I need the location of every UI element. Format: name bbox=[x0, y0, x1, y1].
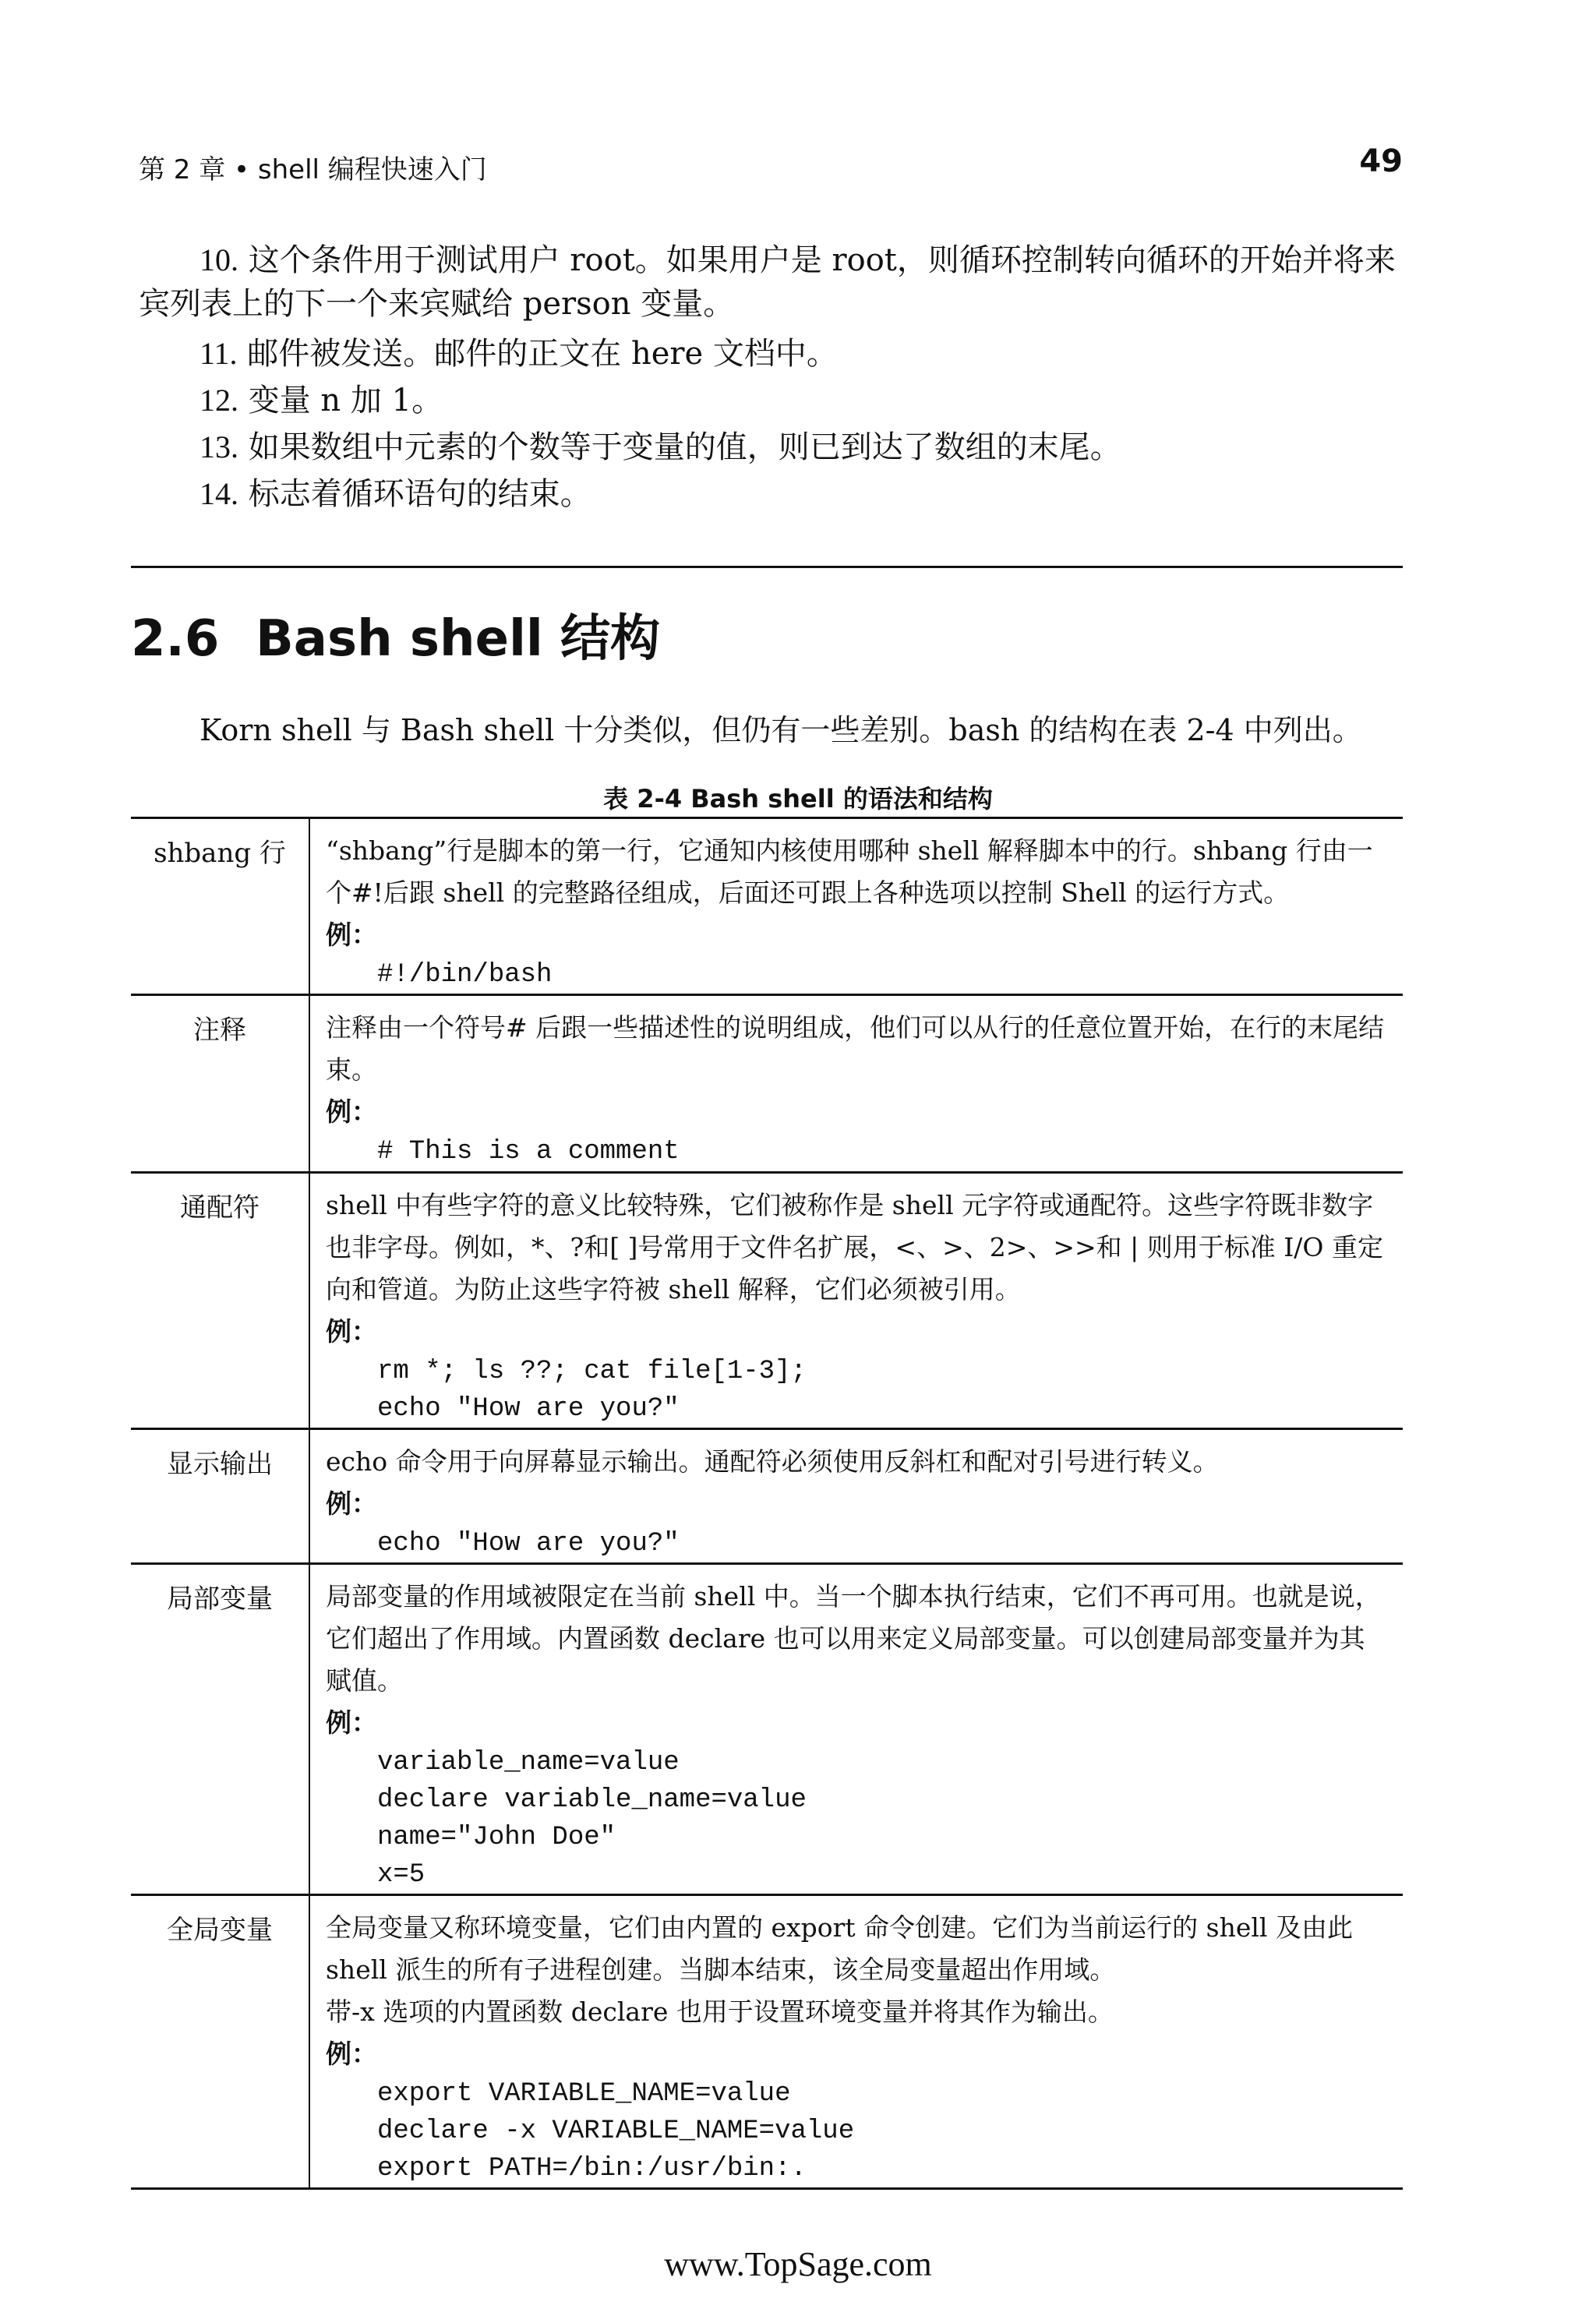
row-description: 注释由一个符号# 后跟一些描述性的说明组成，他们可以从行的任意位置开始，在行的末尾结束。 bbox=[326, 1012, 1385, 1085]
section-title-text: Bash shell 结构 bbox=[256, 610, 661, 668]
list-item bbox=[139, 472, 1462, 516]
page-number: 49 bbox=[1359, 143, 1403, 179]
list-item-text: 标志着循环语句的结束。 bbox=[248, 476, 591, 512]
table-row bbox=[131, 1173, 1403, 1429]
list-item bbox=[139, 379, 1462, 422]
running-header bbox=[139, 143, 1403, 187]
list-item-text: 这个条件用于测试用户 root。如果用户是 root，则循环控制转向循环的开始并将来宾列表上的下一个来宾赋给 person 变量。 bbox=[139, 242, 1396, 322]
list-item-number: 13. bbox=[200, 429, 238, 464]
row-term: 全局变量 bbox=[131, 1895, 309, 2189]
section-intro: Korn shell 与 Bash shell 十分类似，但仍有一些差别。bash 的结构在表 2-4 中列出。 bbox=[200, 713, 1362, 747]
code-line: declare -x VARIABLE_NAME=value bbox=[377, 2117, 855, 2146]
section-divider bbox=[131, 566, 1403, 568]
code-line: export VARIABLE_NAME=value bbox=[377, 2079, 791, 2109]
row-term: shbang 行 bbox=[131, 818, 309, 995]
example-label: 例： bbox=[326, 1707, 377, 1738]
example-label: 例： bbox=[326, 2039, 377, 2069]
example-label: 例： bbox=[326, 1316, 377, 1347]
code-line: export PATH=/bin:/usr/bin:. bbox=[377, 2154, 807, 2184]
list-item-text: 如果数组中元素的个数等于变量的值，则已到达了数组的末尾。 bbox=[248, 429, 1121, 465]
row-term: 局部变量 bbox=[131, 1564, 309, 1895]
chapter-title: 第 2 章 • shell 编程快速入门 bbox=[139, 154, 487, 185]
row-body bbox=[309, 1564, 1403, 1895]
code-line: variable_name=value bbox=[377, 1748, 680, 1778]
table-row bbox=[131, 1429, 1403, 1564]
list-item bbox=[139, 332, 1462, 376]
code-line: echo "How are you?" bbox=[377, 1529, 680, 1559]
row-body bbox=[309, 818, 1403, 995]
code-line: x=5 bbox=[377, 1860, 425, 1890]
list-item bbox=[139, 238, 1401, 326]
section-number: 2.6 bbox=[131, 610, 220, 668]
list-item-number: 14. bbox=[200, 476, 238, 511]
code-line: #!/bin/bash bbox=[377, 960, 553, 990]
footer-url: www.TopSage.com bbox=[664, 2245, 932, 2283]
example-label: 例： bbox=[326, 1488, 377, 1519]
row-body bbox=[309, 1173, 1403, 1429]
list-item-number: 11. bbox=[200, 336, 238, 371]
example-label: 例： bbox=[326, 1096, 377, 1127]
row-description: 局部变量的作用域被限定在当前 shell 中。当一个脚本执行结束，它们不再可用。也就是说，它们超出了作用域。内置函数 declare 也可以用来定义局部变量。可以创建局部变量并为其赋值。 bbox=[326, 1581, 1381, 1696]
list-item bbox=[139, 425, 1462, 469]
code-line: name="John Doe" bbox=[377, 1823, 616, 1852]
code-line: echo "How are you?" bbox=[377, 1394, 680, 1424]
code-line: declare variable_name=value bbox=[377, 1785, 807, 1815]
table-row bbox=[131, 1564, 1403, 1895]
row-body bbox=[309, 1429, 1403, 1564]
row-description: shell 中有些字符的意义比较特殊，它们被称作是 shell 元字符或通配符。这些字符既非数字也非字母。例如，*、?和[ ]号常用于文件名扩展，<、>、2>、>>和 | 则用于标准 I/O 重定向和管道。为防止这些字符被 shell 解释，它们必须被引用。 bbox=[326, 1190, 1383, 1305]
row-description: 带-x 选项的内置函数 declare 也用于设置环境变量并将其作为输出。 bbox=[326, 1996, 1114, 2027]
row-term: 显示输出 bbox=[131, 1429, 309, 1564]
row-term: 注释 bbox=[131, 995, 309, 1173]
example-label: 例： bbox=[326, 920, 377, 950]
table-row bbox=[131, 1895, 1403, 2189]
row-term: 通配符 bbox=[131, 1173, 309, 1429]
table-caption: 表 2-4 Bash shell 的语法和结构 bbox=[603, 784, 993, 814]
row-body bbox=[309, 995, 1403, 1173]
row-description: 全局变量又称环境变量，它们由内置的 export 命令创建。它们为当前运行的 shell 及由此 shell 派生的所有子进程创建。当脚本结束，该全局变量超出作用域。 bbox=[326, 1912, 1353, 1985]
code-line: rm *; ls ??; cat file[1-3]; bbox=[377, 1357, 807, 1386]
table-row bbox=[131, 818, 1403, 995]
row-description: “shbang”行是脚本的第一行，它通知内核使用哪种 shell 解释脚本中的行。shbang 行由一个#!后跟 shell 的完整路径组成，后面还可跟上各种选项以控制 Shell 的运行方式。 bbox=[326, 835, 1373, 908]
section-heading bbox=[131, 598, 660, 670]
table-row bbox=[131, 995, 1403, 1173]
list-item-number: 10. bbox=[200, 242, 238, 277]
list-item-text: 变量 n 加 1。 bbox=[248, 383, 443, 418]
list-item-number: 12. bbox=[200, 383, 238, 418]
row-body bbox=[309, 1895, 1403, 2189]
row-description: echo 命令用于向屏幕显示输出。通配符必须使用反斜杠和配对引号进行转义。 bbox=[326, 1446, 1219, 1477]
list-item-text: 邮件被发送。邮件的正文在 here 文档中。 bbox=[247, 336, 838, 372]
code-line: # This is a comment bbox=[377, 1137, 680, 1167]
bash-syntax-table bbox=[131, 817, 1403, 2190]
